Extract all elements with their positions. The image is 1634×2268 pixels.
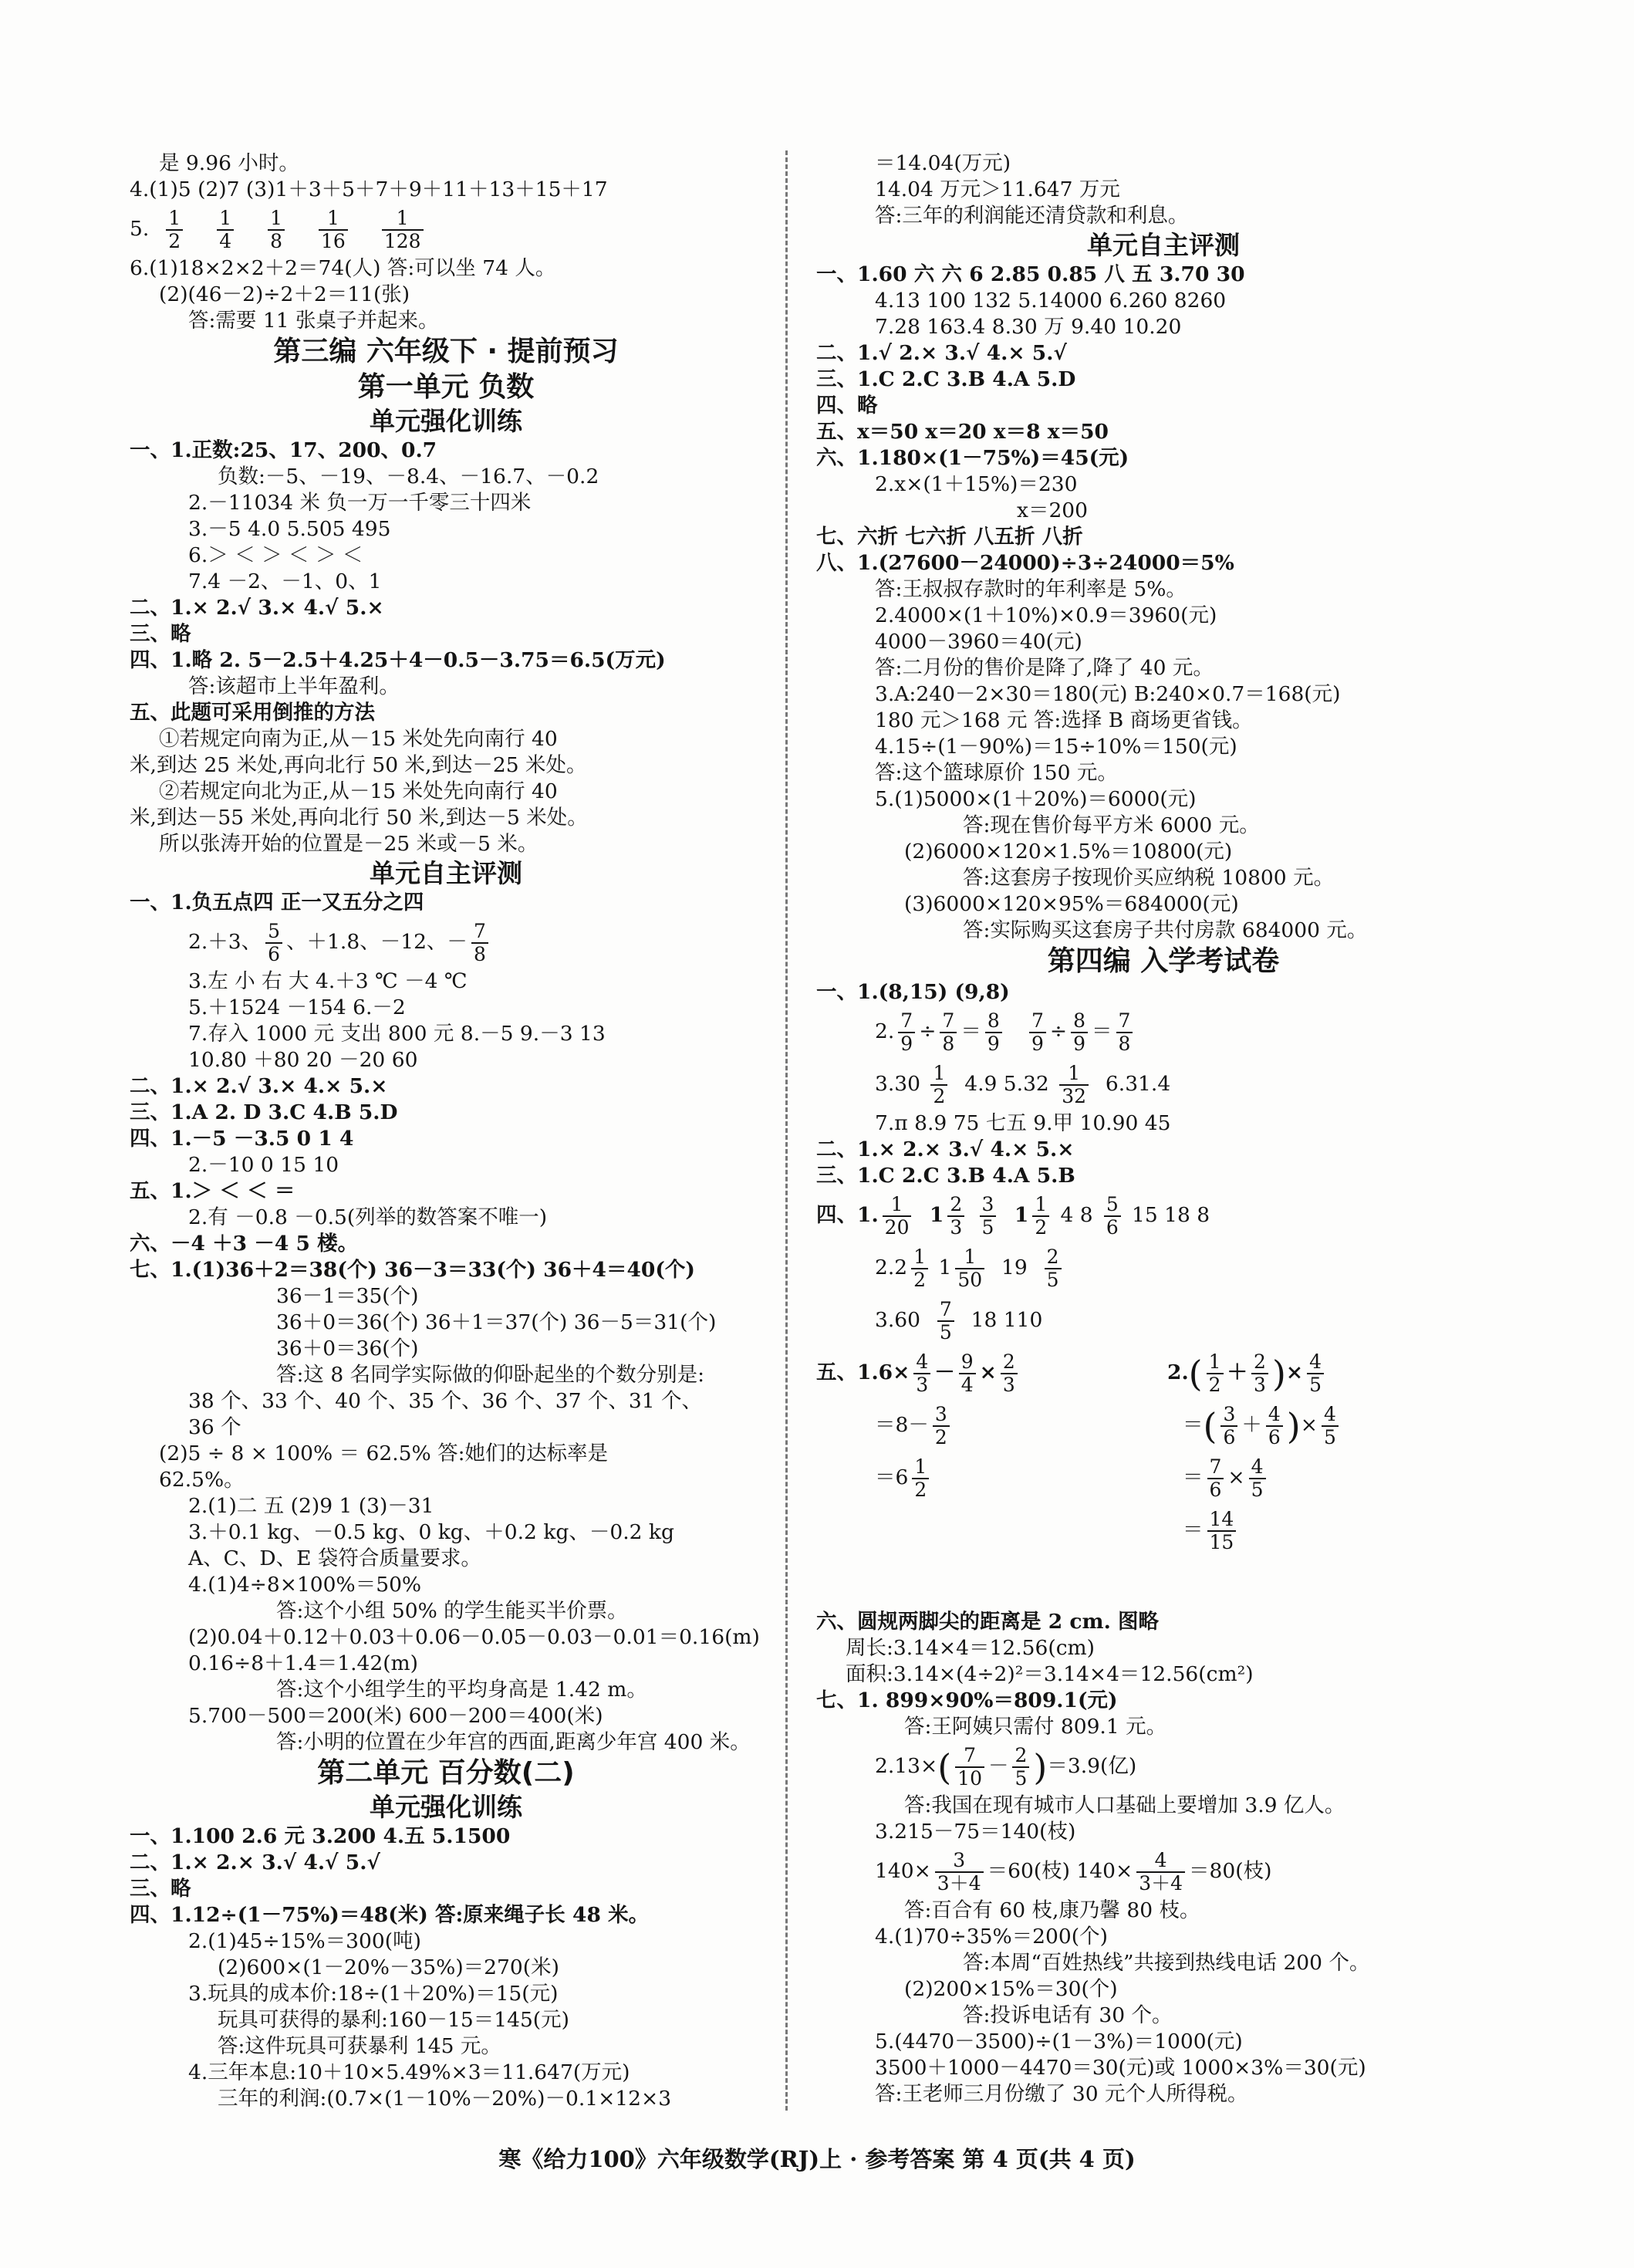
fraction-group (149, 207, 440, 252)
text-line: 答:二月份的售价是降了,降了 40 元。 (875, 656, 1214, 680)
text-line: 3.A:240－2×30＝180(元) B:240×0.7＝168(元) (875, 682, 1341, 706)
text-line: 答:本周“百姓热线”共接到热线电话 200 个。 (963, 1951, 1370, 1975)
text-line: 答:实际购买这套房子共付房款 684000 元。 (963, 918, 1368, 942)
text-line: 38 个、33 个、40 个、35 个、36 个、37 个、31 个、 (188, 1389, 703, 1413)
text-line: 答:需要 11 张桌子并起来。 (188, 309, 439, 333)
part-heading: 第三编 六年级下 · 提前预习 (273, 336, 619, 367)
text-line: 2.－10 0 15 10 (188, 1153, 339, 1177)
fraction: $\frac{5}{6}$ (265, 921, 282, 965)
text-line: 3.玩具的成本价:18÷(1＋20%)＝15(元) (188, 1982, 559, 2006)
fraction: $\frac{1}{16}$ (319, 208, 348, 252)
text-line: 4000－3960＝40(元) (875, 630, 1082, 654)
text-line: 八、1.(27600－24000)÷3÷24000＝5% (816, 551, 1234, 575)
text-line: 2.x×(1＋15%)＝230 (875, 472, 1078, 496)
text-line: 4.(1)70÷35%＝200(个) (875, 1925, 1108, 1949)
text-line: 米,到达－55 米处,再向北行 50 米,到达－5 米处。 (130, 806, 588, 830)
right-column (816, 150, 1511, 2107)
text-line: 答:小明的位置在少年宫的西面,距离少年宫 400 米。 (276, 1730, 751, 1754)
text-line: 面积:3.14×(4÷2)²＝3.14×4＝12.56(cm²) (846, 1662, 1254, 1686)
text-line: 5.(1)5000×(1＋20%)＝6000(元) (875, 787, 1197, 811)
text-line: 答:这个篮球原价 150 元。 (875, 761, 1118, 785)
section-heading: 单元强化训练 (370, 406, 522, 436)
text-line: 米,到达 25 米处,再向北行 50 米,到达－25 米处。 (130, 753, 587, 777)
text-line: 36－1＝35(个) (276, 1284, 419, 1308)
text-line: (2)0.04＋0.12＋0.03＋0.06－0.05－0.03－0.01＝0.16(m) (188, 1625, 760, 1649)
fraction-line (130, 203, 762, 255)
text-line: 答:投诉电话有 30 个。 (963, 2003, 1173, 2027)
text-line: 3.215－75＝140(枝) (875, 1820, 1076, 1844)
text-line: 答:百合有 60 枝,康乃馨 80 枝。 (904, 1898, 1200, 1922)
text-line: 所以张涛开始的位置是－25 米或－5 米。 (159, 832, 538, 856)
fraction: $\frac{1}{128}$ (382, 208, 424, 252)
fraction: $\frac{1}{4}$ (217, 208, 234, 252)
text-line: 2.－11034 米 负一万一千零三十四米 (188, 491, 532, 515)
text-line: 7.存入 1000 元 支出 800 元 8.－5 9.－3 13 (188, 1022, 606, 1046)
fraction-line: 2.2 $\frac{1}{2}$ 1 $\frac{1}{50}$ 19 $\frac{2}{5}$ (816, 1242, 1511, 1294)
calc-2: 2.( $\frac{1}{2}$ ＋ $\frac{2}{3}$ )× $\frac{4}{5}$ ＝( $\frac{3}{6}$ ＋ $\frac{4}{6}$ )× $\frac{4}{5}$ ＝ $\frac{7}{6}$ × $\frac{4}{5}$ ＝ $\frac{14}{15}$ (1167, 1347, 1507, 1557)
item-number: 5. (130, 217, 150, 241)
text-line: 2.(1)45÷15%＝300(吨) (188, 1929, 421, 1953)
page-footer: 寒《给力100》六年级数学(RJ)上 · 参考答案 第 4 页(共 4 页) (498, 2146, 1136, 2172)
calculation-block (816, 1347, 1511, 1609)
text-line: 三年的利润:(0.7×(1－10%－20%)－0.1×12×3 (218, 2087, 672, 2111)
fraction-line: 2.13×( $\frac{7}{10}$ － $\frac{2}{5}$ )＝3.9(亿) (875, 1744, 1137, 1790)
left-column (130, 150, 762, 2112)
text-line: 二、1.× 2.√ 3.× 4.√ 5.× (130, 596, 384, 620)
text-line: 答:现在售价每平方米 6000 元。 (963, 813, 1260, 837)
text-line: 3500＋1000－4470＝30(元)或 1000×3%＝30(元) (875, 2056, 1366, 2080)
text-line: 答:我国在现有城市人口基础上要增加 3.9 亿人。 (904, 1793, 1345, 1817)
text-line: 答:该超市上半年盈利。 (188, 674, 400, 698)
text-line: x＝200 (1017, 499, 1089, 522)
text-line: 4.15÷(1－90%)＝15÷10%＝150(元) (875, 735, 1237, 759)
text-line: (3)6000×120×95%＝684000(元) (904, 892, 1239, 916)
text-line: 4.13 100 132 5.14000 6.260 8260 (875, 289, 1227, 313)
text-line: 36 个 (188, 1415, 241, 1439)
text-line: 答:王阿姨只需付 809.1 元。 (904, 1715, 1167, 1739)
text-line: 周长:3.14×4＝12.56(cm) (846, 1636, 1096, 1660)
fraction: $\frac{1}{2}$ (166, 208, 183, 252)
text-line: 二、1.× 2.√ 3.× 4.× 5.× (130, 1074, 388, 1098)
text-line: 是 9.96 小时。 (159, 151, 299, 175)
text-line: 四、1.略 2. 5－2.5＋4.25＋4－0.5－3.75＝6.5(万元) (130, 648, 666, 672)
text-line: 七、1. 899×90%＝809.1(元) (816, 1688, 1118, 1712)
text-line: 180 元＞168 元 答:选择 B 商场更省钱。 (875, 708, 1253, 732)
fraction: $\frac{1}{32}$ (1059, 1063, 1089, 1107)
fraction: $\frac{1}{2}$ (930, 1063, 947, 1107)
text-line: 6.＞ ＜ ＞ ＜ ＞ ＜ (188, 543, 363, 567)
text-line: 四、1.－5 －3.5 0 1 4 (130, 1127, 354, 1151)
text-line: 10.80 ＋80 20 －20 60 (188, 1048, 418, 1072)
text-line: 答:这个小组 50% 的学生能买半价票。 (276, 1599, 628, 1623)
fraction: $\frac{7}{8}$ (471, 921, 488, 965)
text-line: (2)200×15%＝30(个) (904, 1977, 1118, 2001)
text-line: 五、x＝50 x＝20 x＝8 x＝50 (816, 420, 1109, 444)
text-line: 3.左 小 右 大 4.＋3 ℃ －4 ℃ (188, 969, 468, 993)
text-line: ①若规定向南为正,从－15 米处先向南行 40 (159, 727, 558, 751)
text-line: 6.(1)18×2×2＋2＝74(人) 答:可以坐 74 人。 (130, 256, 556, 280)
text-line: 七、六折 七六折 八五折 八折 (816, 525, 1083, 549)
text-line: 三、1.C 2.C 3.B 4.A 5.D (816, 367, 1076, 391)
text-line: 六、－4 ＋3 －4 5 楼。 (130, 1232, 359, 1256)
text-line: 4.(1)4÷8×100%＝50% (188, 1573, 422, 1597)
text-line: (2)5 ÷ 8 × 100% ＝ 62.5% 答:她们的达标率是 (159, 1442, 609, 1465)
text-line: 5.(4470－3500)÷(1－3%)＝1000(元) (875, 2030, 1243, 2053)
text-line: 答:王老师三月份缴了 30 元个人所得税。 (875, 2082, 1248, 2106)
unit-heading: 第一单元 负数 (357, 371, 535, 403)
fraction: $\frac{1}{8}$ (268, 208, 285, 252)
text-line: 三、1.C 2.C 3.B 4.A 5.B (816, 1164, 1075, 1188)
text-line: 62.5%。 (159, 1468, 245, 1492)
text-line: 4.(1)5 (2)7 (3)1＋3＋5＋7＋9＋11＋13＋15＋17 (130, 177, 608, 201)
text-line: (2)6000×120×1.5%＝10800(元) (904, 840, 1233, 864)
text-line: ②若规定向北为正,从－15 米处先向南行 40 (159, 779, 558, 803)
text-line: 5.700－500＝200(米) 600－200＝400(米) (188, 1704, 603, 1728)
text-line: A、C、D、E 袋符合质量要求。 (188, 1546, 481, 1570)
text-line: 7.4 －2、－1、0、1 (188, 570, 382, 593)
text-line: 一、1.100 2.6 元 3.200 4.五 5.1500 (130, 1824, 511, 1848)
text-line: 0.16÷8＋1.4＝1.42(m) (188, 1651, 419, 1675)
text-line: 7.28 163.4 8.30 万 9.40 10.20 (875, 315, 1182, 339)
text-line: 2.(1)二 五 (2)9 1 (3)－31 (188, 1494, 434, 1518)
text-line: 2.有 －0.8 －0.5(列举的数答案不唯一) (188, 1205, 548, 1229)
fraction-line: 3.60 $\frac{7}{5}$ 18 110 (875, 1298, 1043, 1344)
text-line: 玩具可获得的暴利:160－15＝145(元) (218, 2008, 569, 2032)
text-line: 2.4000×(1＋10%)×0.9＝3960(元) (875, 603, 1217, 627)
text-line: 六、圆规两脚尖的距离是 2 cm. 图略 (816, 1610, 1160, 1634)
text-line: 答:王叔叔存款时的年利率是 5%。 (875, 577, 1187, 601)
text-line: 5.＋1524 －154 6.－2 (188, 995, 406, 1019)
fraction-line: 3.30 $\frac{1}{2}$ 4.9 5.32 $\frac{1}{32}$ 6.31.4 (875, 1062, 1171, 1107)
text-line: (2)(46－2)÷2＋2＝11(张) (159, 282, 410, 306)
fraction-line: 2. $\frac{7}{9}$ ÷ $\frac{7}{8}$ ＝ $\frac{8}{9}$ $\frac{7}{9}$ ÷ $\frac{8}{9}$ ＝ $\frac{7}{8}$ (816, 1006, 1511, 1058)
section-heading: 单元自主评测 (1087, 230, 1240, 260)
text-line: 36＋0＝36(个) (276, 1337, 419, 1360)
text-line: 一、1.60 六 六 6 2.85 0.85 八 五 3.70 30 (816, 262, 1245, 286)
unit-heading: 第二单元 百分数(二) (317, 1757, 575, 1789)
text-line: 三、略 (130, 1877, 191, 1901)
text-line: 14.04 万元＞11.647 万元 (875, 177, 1120, 201)
section-heading: 单元强化训练 (370, 1792, 522, 1822)
text-line: 答:这个小组学生的平均身高是 1.42 m。 (276, 1678, 647, 1702)
text-line: 一、1.负五点四 正一又五分之四 (130, 891, 424, 914)
text-line: 五、1.＞ ＜ ＜ ＝ (130, 1179, 295, 1203)
fraction-line: 四、1. $\frac{1}{20}$ 1 $\frac{2}{3}$ $\frac{3}{5}$ 1 $\frac{1}{2}$ 4 8 $\frac{5}{6}$ 15 18 8 (816, 1193, 1210, 1239)
text-line: 四、略 (816, 394, 878, 417)
text-line: 答:三年的利润能还清贷款和利息。 (875, 204, 1189, 228)
fraction-line: 140× $\frac{3}{3+4}$ ＝60(枝) 140× $\frac{4}{3+4}$ ＝80(枝) (875, 1849, 1272, 1895)
section-heading: 单元自主评测 (370, 858, 522, 888)
text-line: 3.＋0.1 kg、－0.5 kg、0 kg、＋0.2 kg、－0.2 kg (188, 1520, 674, 1544)
text-line: (2)600×(1－20%－35%)＝270(米) (218, 1955, 559, 1979)
text-line: 4.三年本息:10＋10×5.49%×3＝11.647(万元) (188, 2060, 630, 2084)
text-line: 答:这 8 名同学实际做的仰卧起坐的个数分别是: (276, 1363, 705, 1387)
text-line: 七、1.(1)36＋2＝38(个) 36－3＝33(个) 36＋4＝40(个) (130, 1258, 695, 1282)
text-line: ＝14.04(万元) (875, 151, 1011, 175)
text-line: 五、此题可采用倒推的方法 (130, 701, 375, 725)
text-line: 7.π 8.9 75 七五 9.甲 10.90 45 (875, 1111, 1171, 1135)
text-line: 答:这件玩具可获暴利 145 元。 (218, 2034, 501, 2058)
text-line: 答:这套房子按现价买应纳税 10800 元。 (963, 866, 1335, 890)
text-line: 负数:－5、－19、－8.4、－16.7、－0.2 (218, 465, 599, 488)
calc-1: 五、1.6× $\frac{4}{3}$ － $\frac{9}{4}$ × $\frac{2}{3}$ ＝8－ $\frac{3}{2}$ ＝6 $\frac{1}{2}$ (816, 1347, 1148, 1504)
text-line: 四、1.12÷(1－75%)＝48(米) 答:原来绳子长 48 米。 (130, 1903, 650, 1927)
column-divider (785, 150, 788, 2111)
text-line: 3.－5 4.0 5.505 495 (188, 517, 391, 541)
text-line: 六、1.180×(1－75%)＝45(元) (816, 446, 1129, 470)
text-line: 二、1.× 2.× 3.√ 4.× 5.× (816, 1137, 1075, 1161)
text-line: 三、略 (130, 622, 191, 646)
fraction-line: 2.＋3、 $\frac{5}{6}$ 、＋1.8、－12、－ $\frac{7}{8}$ (130, 916, 762, 968)
text-line: 一、1.正数:25、17、200、0.7 (130, 438, 437, 462)
text-line: 二、1.√ 2.× 3.√ 4.× 5.√ (816, 341, 1067, 365)
part-heading: 第四编 入学考试卷 (1047, 945, 1280, 977)
text-line: 二、1.× 2.× 3.√ 4.√ 5.√ (130, 1851, 380, 1874)
text-line: 三、1.A 2. D 3.C 4.B 5.D (130, 1100, 398, 1124)
text-line: 36＋0＝36(个) 36＋1＝37(个) 36－5＝31(个) (276, 1310, 717, 1334)
text-line: 一、1.(8,15) (9,8) (816, 980, 1010, 1004)
